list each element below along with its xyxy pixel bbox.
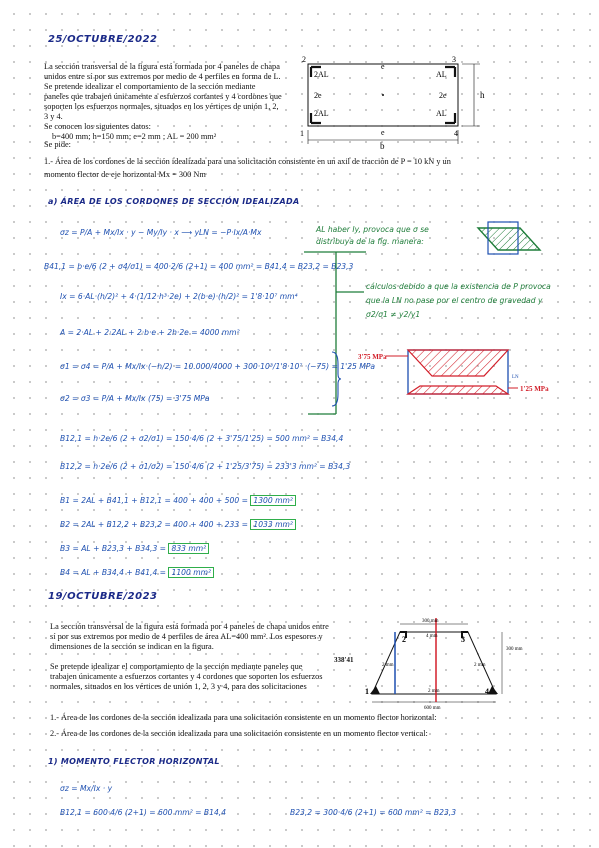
node-3-label: 3 [452,55,456,64]
note-ln: cálculos debido a que la existencia de P provoca que la LN no pase por el centro de gravedad y σ2/σ1 ≠ y2/y1 [366,282,551,319]
problem2-intro1: La sección transversal de la figura está formada por 4 paneles de chapa unidos entre sí por sus extremos por medio de 4 perfiles de área AL=400 mm². Los espesores y dimensiones de la sección se indican en la figura. [50,622,329,651]
known-data-label: Se conocen los siguientes datos: [44,122,151,131]
node-4-label-2: 4 [485,687,489,696]
stress-top-label: 3'75 MPa [358,353,387,361]
bottom-thickness: e [381,128,385,137]
neutral-line-label: LN [512,375,519,380]
profile-tr: AL [436,70,447,79]
total-area: A = 2·AL + 2·2AL + 2·b·e + 2h·2e = 4000 mm² [60,328,240,337]
problem-intro: La sección transversal de la figura está formada por 4 paneles de chapa unidos entre sí por sus extremos por medio de 4 perfiles en forma de L. Se pretende idealizar el comportamiento de la sección mediante paneles que trabajen únicamente a esfuerzos cortantes y 4 cordones que soporten los esfuerzos normales, situados en los vértices de unión 1, 2, 3 y 4. [44,62,282,121]
question-1: 1.- Área de los cordones de la sección idealizada para una solicitación consistente en un axil de tracción de P = 10 kN y un momento flector de eje horizontal Mx = 300 Nm [44,157,451,179]
handwritten-dimension: 338'41 [334,656,354,664]
boom-b3 [60,544,209,553]
height-label: h [480,90,485,100]
known-data-line: b=400 mm; h=150 mm; e=2 mm ; AL = 200 mm² [52,132,217,141]
boom-b2-result: 1033 mm² [250,519,296,530]
profile-br: AL [436,109,447,118]
node-2-label: 2 [402,635,406,644]
top-thickness-2: 4 mm [426,634,438,639]
section-figure-trapezoid [334,614,548,711]
boom-area-b12-horizontal: B12,1 = 600·4/6 (2+1) = 600 mm² = B14,4 [60,808,227,817]
problem-statement-1 [44,62,282,142]
top-thickness: e [381,62,385,71]
right-thickness-2: 2 mm [474,663,486,668]
note-iy: AL haber Iy, provoca que σ se distribuya de la fig. manera: [316,225,429,246]
ask-label: Se pide: [44,140,71,149]
stress-bottom-label: 1'25 MPa [520,385,549,393]
boom-area-b23-horizontal: B23,2 = 300·4/6 (2+1) = 600 mm² = B23,3 [290,808,457,817]
stress-distribution-sketch [356,342,556,412]
boom-b3-result: 833 mm² [168,543,209,554]
boom-b1-expr: B1 = 2AL + B41,1 + B12,1 = 400 + 400 + 500 = [60,496,248,505]
problem2-intro2: Se pretende idealizar el comportamiento de la sección mediante paneles que trabajen únicamente a esfuerzos cortantes y 4 cordones que soporten los esfuerzos normales, situados en los vértices de unión 1, 2, 3 y 4, para dos solicitaciones [50,662,323,691]
right-thickness: 2e [439,91,447,100]
inertia-ix: Ix = 6·AL·(h/2)² + 4·(1/12·h³·2e) + 2(b·e)·(h/2)² = 1'8·10⁷ mm⁴ [60,292,298,301]
stress-sketch-parallelogram [474,218,546,258]
bottom-thickness-2: 2 mm [428,689,440,694]
boom-area-b41: B41,1 = b·e/6 (2 + σ4/σ1) = 400·2/6 (2+1) = 400 mm² = B41,4 = B23,2 = B23,3 [44,262,354,271]
question-2-2: 2.- Área de los cordones de la sección idealizada para una solicitación consistente en un momento flector vertical: [50,729,428,738]
date-heading-2: 19/OCTUBRE/2023 [48,591,158,602]
boom-area-b12-1: B12,1 = h·2e/6 (2 + σ2/σ1) = 150·4/6 (2 + 3'75/1'25) = 500 mm² = B34,4 [60,434,344,443]
boom-b1 [60,496,296,505]
profile-bl: 2AL [314,109,329,118]
node-1-label-bottom: 1 [300,129,304,138]
section-figure-rect [296,54,496,149]
left-thickness: 2e [314,91,322,100]
section-title-areas: a) ÁREA DE LOS CORDONES DE SECCIÓN IDEALIZADA [48,197,300,206]
profile-tl: 2AL [314,70,329,79]
node-1-label: 2 [302,55,306,64]
boom-area-b12-2: B12,2 = h·2e/6 (2 + σ1/σ2) = 150·4/6 (2 + 1'25/3'75) = 233'3 mm² = B34,3 [60,462,351,471]
left-thickness-2: 2 mm [382,663,394,668]
node-1-label-2: 1 [365,687,369,696]
boom-b4 [60,568,214,577]
boom-b4-expr: B4 = AL + B34,4 + B41,4 = [60,568,167,577]
boom-b2-expr: B2 = 2AL + B12,2 + B23,2 = 400 + 400 + 233 = [60,520,248,529]
question-2-1: 1.- Área de los cordones de la sección idealizada para una solicitación consistente en un momento flector horizontal: [50,713,437,722]
boom-b3-expr: B3 = AL + B23,3 + B34,3 = [60,544,167,553]
width-label: b [380,141,385,151]
stress-s2-s3: σ2 = σ3 = P/A + Mx/Ix (75) = 3'75 MPa [60,394,210,403]
brace [330,350,342,408]
date-heading-1: 25/OCTUBRE/2022 [48,34,158,45]
stress-equation-2: σz = Mx/Ix · y [60,784,113,793]
boom-b1-result: 1300 mm² [250,495,296,506]
boom-b2 [60,520,296,529]
boom-b4-result: 1100 mm² [168,567,214,578]
right-dimension: 300 mm [506,647,523,652]
stress-equation: σz = P/A + Mx/Ix · y − My/Iy · x ⟶ yLN = −P·Ix/A·Mx [60,228,262,237]
problem-statement-2 [50,622,330,692]
top-dimension: 300 mm [422,619,439,624]
node-3-label-2: 3 [461,635,465,644]
section-title-moment: 1) MOMENTO FLECTOR HORIZONTAL [48,757,220,766]
node-4-label: 4 [454,129,458,138]
bottom-dimension: 600 mm [424,706,441,711]
stress-s1-s4: σ1 = σ4 = P/A + Mx/Ix·(−h/2) = 10.000/4000 + 300·10³/1'8·10⁷ ·(−75) = 1'25 MPa [60,362,376,371]
